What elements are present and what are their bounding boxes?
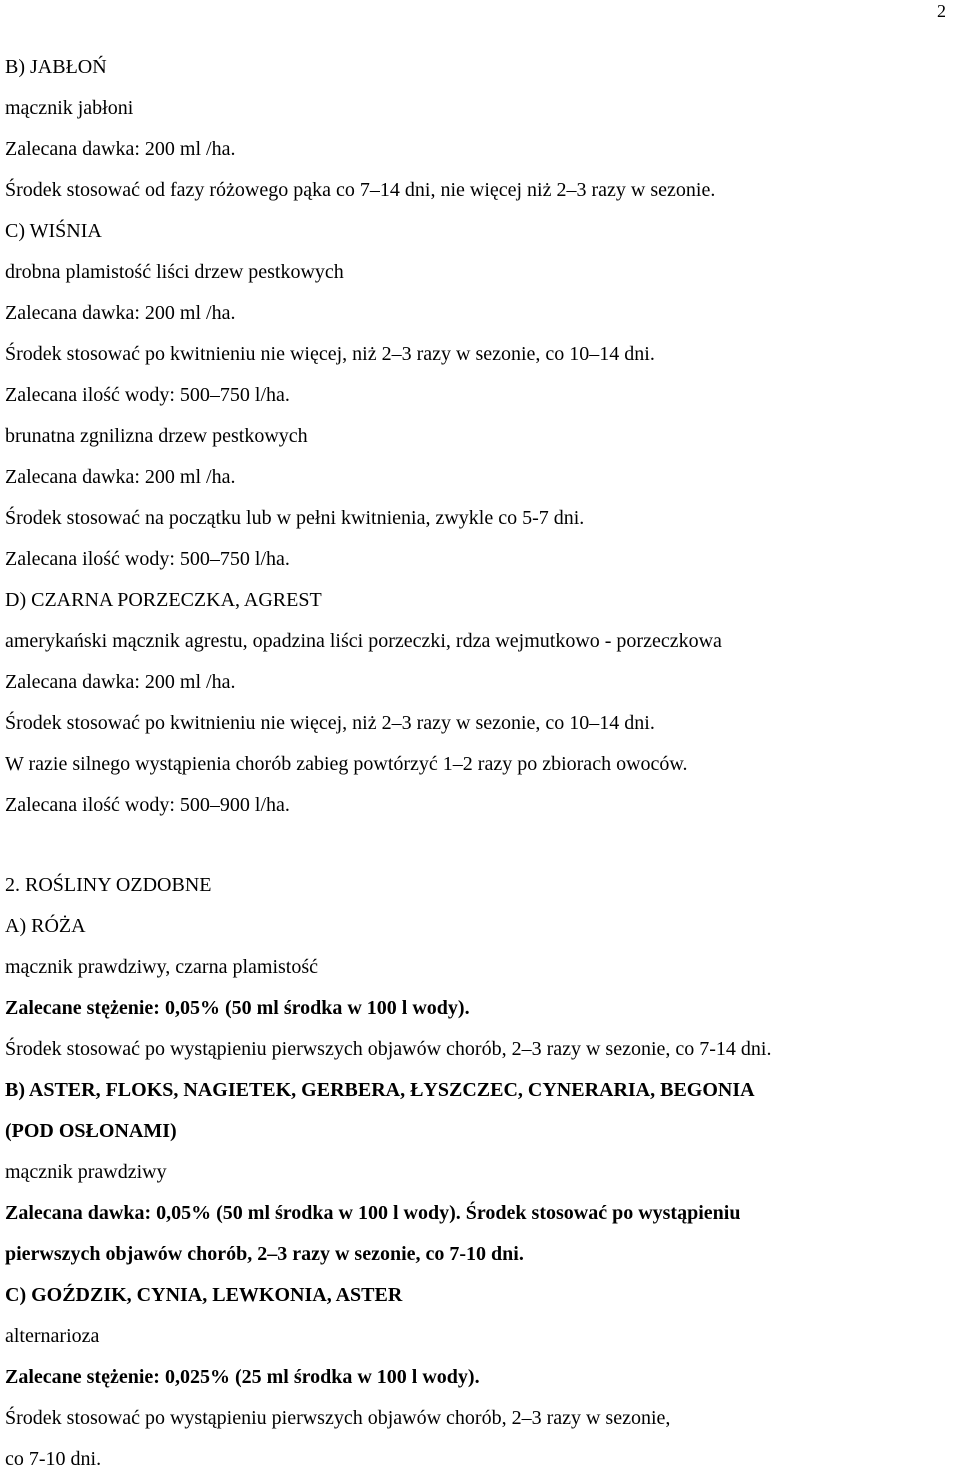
disease-name: drobna plamistość liści drzew pestkowych xyxy=(5,261,344,283)
disease-name: mącznik jabłoni xyxy=(5,97,134,119)
disease-name: brunatna zgnilizna drzew pestkowych xyxy=(5,425,308,447)
dose-line: Zalecana dawka: 0,05% (50 ml środka w 100 l wody). Środek stosować po wystąpieniu xyxy=(5,1202,741,1224)
usage-instruction-cont: co 7-10 dni. xyxy=(5,1448,102,1470)
dose-line: Zalecana dawka: 200 ml /ha. xyxy=(5,466,236,488)
usage-instruction: pierwszych objawów chorób, 2–3 razy w sezonie, co 7-10 dni. xyxy=(5,1243,524,1265)
disease-name: mącznik prawdziwy, czarna plamistość xyxy=(5,956,319,978)
usage-instruction: Środek stosować po wystąpieniu pierwszych objawów chorób, 2–3 razy w sezonie, xyxy=(5,1407,671,1429)
disease-name: amerykański mącznik agrestu, opadzina liści porzeczki, rdza wejmutkowo - porzeczkowa xyxy=(5,630,722,652)
water-amount: Zalecana ilość wody: 500–750 l/ha. xyxy=(5,384,290,406)
document-body xyxy=(5,47,955,1480)
usage-instruction: W razie silnego wystąpienia chorób zabieg powtórzyć 1–2 razy po zbiorach owoców. xyxy=(5,753,688,775)
dose-line: Zalecana dawka: 200 ml /ha. xyxy=(5,671,236,693)
dose-line: Zalecana dawka: 200 ml /ha. xyxy=(5,138,236,160)
section-heading-carnation: C) GOŹDZIK, CYNIA, LEWKONIA, ASTER xyxy=(5,1284,403,1306)
dose-line: Zalecana dawka: 200 ml /ha. xyxy=(5,302,236,324)
section-heading-rose: A) RÓŻA xyxy=(5,915,86,937)
usage-instruction: Środek stosować po wystąpieniu pierwszych objawów chorób, 2–3 razy w sezonie, co 7-14 dni. xyxy=(5,1038,772,1060)
page-number: 2 xyxy=(937,1,946,21)
section-heading-aster: B) ASTER, FLOKS, NAGIETEK, GERBERA, ŁYSZCZEC, CYNERARIA, BEGONIA xyxy=(5,1079,755,1101)
disease-name: mącznik prawdziwy xyxy=(5,1161,167,1183)
usage-instruction: Środek stosować na początku lub w pełni kwitnienia, zwykle co 5-7 dni. xyxy=(5,507,585,529)
water-amount: Zalecana ilość wody: 500–900 l/ha. xyxy=(5,794,290,816)
usage-instruction: Środek stosować po kwitnieniu nie więcej, niż 2–3 razy w sezonie, co 10–14 dni. xyxy=(5,343,655,365)
usage-instruction: Środek stosować po kwitnieniu nie więcej, niż 2–3 razy w sezonie, co 10–14 dni. xyxy=(5,712,655,734)
water-amount: Zalecana ilość wody: 500–750 l/ha. xyxy=(5,548,290,570)
section-heading-aster-cont: (POD OSŁONAMI) xyxy=(5,1120,177,1142)
concentration-line: Zalecane stężenie: 0,05% (50 ml środka w 100 l wody). xyxy=(5,997,470,1019)
chapter-heading-ornamental: 2. ROŚLINY OZDOBNE xyxy=(5,874,212,896)
spacer xyxy=(5,826,955,865)
section-heading-currant: D) CZARNA PORZECZKA, AGREST xyxy=(5,589,322,611)
section-heading-cherry: C) WIŚNIA xyxy=(5,220,102,242)
usage-instruction: Środek stosować od fazy różowego pąka co 7–14 dni, nie więcej niż 2–3 razy w sezonie. xyxy=(5,179,716,201)
section-heading-apple: B) JABŁOŃ xyxy=(5,56,107,78)
concentration-line: Zalecane stężenie: 0,025% (25 ml środka w 100 l wody). xyxy=(5,1366,480,1388)
disease-name: alternarioza xyxy=(5,1325,100,1347)
